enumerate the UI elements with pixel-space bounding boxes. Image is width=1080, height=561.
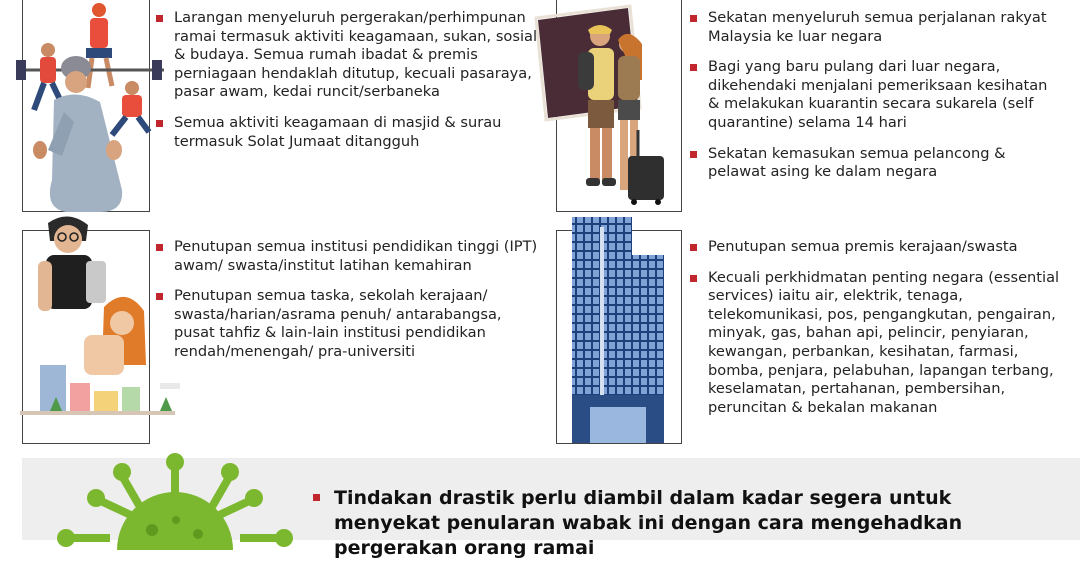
list-item: Bagi yang baru pulang dari luar negara, dikehendaki menjalani pemeriksaan kesihatan & melakukan kuarantin secara sukarela (self quarantine) selama 14 hari bbox=[688, 58, 1063, 132]
list-item: Semua aktiviti keagamaan di masjid & surau termasuk Solat Jumaat ditangguh bbox=[154, 114, 539, 151]
bullet-marker-icon bbox=[156, 244, 163, 251]
travellers-illustration bbox=[530, 0, 680, 212]
bullet-marker-icon bbox=[690, 244, 697, 251]
list-item: Penutupan semua institusi pendidikan tinggi (IPT) awam/ swasta/institut latihan kemahiran bbox=[154, 238, 539, 275]
bullet-marker-icon bbox=[156, 120, 163, 127]
bullet-marker-icon bbox=[690, 15, 697, 22]
list-item: Penutupan semua taska, sekolah kerajaan/ swasta/harian/asrama penuh/ antarabangsa, pusat tahfiz & lain-lain institusi pendidikan rendah/menengah/ pra-universiti bbox=[154, 287, 539, 361]
list-item: Sekatan kemasukan semua pelancong & pelawat asing ke dalam negara bbox=[688, 145, 1063, 182]
bullet-marker-icon bbox=[690, 151, 697, 158]
bullet-marker-icon bbox=[690, 275, 697, 282]
bullet-marker-icon bbox=[313, 494, 320, 501]
gatherings-list bbox=[154, 9, 539, 163]
sports-people-illustration bbox=[4, 0, 164, 215]
list-item: Sekatan menyeluruh semua perjalanan rakyat Malaysia ke luar negara bbox=[688, 9, 1063, 46]
bullet-marker-icon bbox=[156, 293, 163, 300]
education-list bbox=[154, 238, 539, 374]
office-tower-illustration bbox=[560, 215, 670, 445]
virus-illustration bbox=[40, 450, 310, 550]
premises-list bbox=[688, 238, 1068, 429]
bullet-marker-icon bbox=[690, 64, 697, 71]
list-item: Larangan menyeluruh pergerakan/perhimpunan ramai termasuk aktiviti keagamaan, sukan, sosial & budaya. Semua rumah ibadat & premis perniagaan hendaklah ditutup, kecuali pasaraya, pasar awam, kedai runcit/serbaneka bbox=[154, 9, 539, 102]
travel-list bbox=[688, 9, 1063, 194]
bullet-marker-icon bbox=[156, 15, 163, 22]
banner-text: Tindakan drastik perlu diambil dalam kadar segera untuk menyekat penularan wabak ini dengan cara mengehadkan pergerakan orang ramai bbox=[334, 487, 963, 559]
list-item: Kecuali perkhidmatan penting negara (essential services) iaitu air, elektrik, tenaga, telekomunikasi, pos, pengangkutan, pengairan, minyak, gas, bahan api, pelincir, penyiaran, kewangan, perbankan, kesihatan, farmasi, bomba, penjara, pelabuhan, lapangan terbang, keselamatan, pertahanan, pembersihan, peruncitan & bekalan makanan bbox=[688, 269, 1068, 418]
list-item: Penutupan semua premis kerajaan/swasta bbox=[688, 238, 1068, 257]
